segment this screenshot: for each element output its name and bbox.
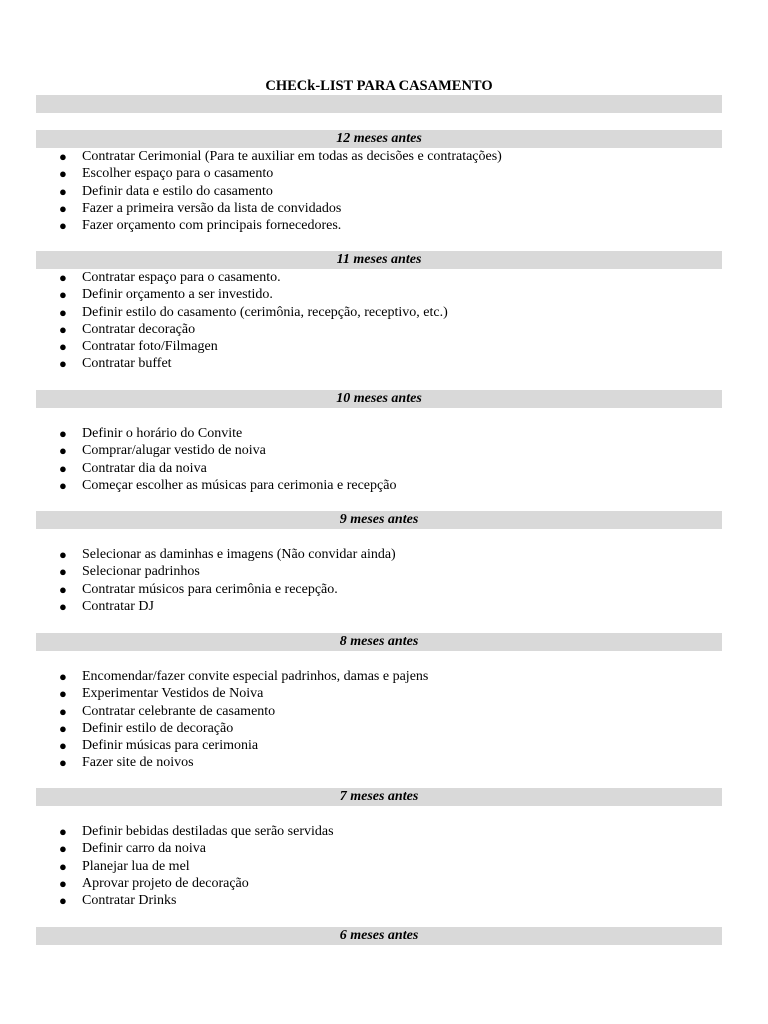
list-item: ● Contratar DJ <box>59 598 154 614</box>
list-item: ● Escolher espaço para o casamento <box>59 166 274 182</box>
bullet-icon: ● <box>59 443 67 459</box>
list-item: ● Encomendar/fazer convite especial padrinhos, damas e pajens <box>59 669 429 684</box>
section-header: 7 meses antes <box>36 788 722 806</box>
bullet-icon: ● <box>59 477 67 493</box>
checklist <box>36 269 722 373</box>
bullet-icon: ● <box>59 755 67 771</box>
section-12-meses <box>36 130 722 234</box>
list-item: ● Definir o horário do Convite <box>59 426 243 441</box>
bullet-icon: ● <box>59 460 67 476</box>
bullet-icon: ● <box>59 875 67 891</box>
bullet-icon: ● <box>59 304 67 320</box>
checklist <box>36 425 722 494</box>
list-item: ● Contratar espaço para o casamento. <box>59 270 281 285</box>
bullet-icon: ● <box>59 703 67 719</box>
document-title: CHECk-LIST PARA CASAMENTO <box>265 78 493 94</box>
bullet-icon: ● <box>59 824 67 839</box>
checklist <box>36 668 722 772</box>
bullet-icon: ● <box>59 893 67 909</box>
list-item: ● Contratar dia da noiva <box>59 460 207 476</box>
bullet-icon: ● <box>59 200 67 216</box>
bullet-icon: ● <box>59 581 67 597</box>
list-item: ● Contratar celebrante de casamento <box>59 703 276 719</box>
list-item: ● Contratar decoração <box>59 321 196 337</box>
list-item: ● Selecionar as daminhas e imagens (Não convidar ainda) <box>59 547 396 562</box>
list-item: ● Aprovar projeto de decoração <box>59 875 249 891</box>
list-item: ● Contratar Cerimonial (Para te auxiliar em todas as decisões e contratações) <box>59 149 502 164</box>
list-item: ● Contratar Drinks <box>59 893 177 909</box>
list-item: ● Definir bebidas destiladas que serão servidas <box>59 824 334 839</box>
bullet-icon: ● <box>59 321 67 337</box>
bullet-icon: ● <box>59 564 67 580</box>
section-header: 9 meses antes <box>36 511 722 529</box>
list-item: ● Selecionar padrinhos <box>59 564 200 580</box>
checklist <box>36 823 722 909</box>
bullet-icon: ● <box>59 669 67 684</box>
list-item: ● Definir estilo do casamento (cerimônia, recepção, receptivo, etc.) <box>59 304 448 320</box>
list-item: ● Contratar foto/Filmagen <box>59 339 218 355</box>
list-item: ● Definir músicas para cerimonia <box>59 738 259 754</box>
list-item: ● Planejar lua de mel <box>59 858 190 874</box>
list-item: ● Definir carro da noiva <box>59 841 206 857</box>
bullet-icon: ● <box>59 356 67 372</box>
bullet-icon: ● <box>59 270 67 285</box>
list-item: ● Definir orçamento a ser investido. <box>59 287 273 303</box>
bullet-icon: ● <box>59 858 67 874</box>
bullet-icon: ● <box>59 287 67 303</box>
bullet-icon: ● <box>59 547 67 562</box>
bullet-icon: ● <box>59 183 67 199</box>
list-item: ● Começar escolher as músicas para cerimonia e recepção <box>59 477 397 493</box>
bullet-icon: ● <box>59 738 67 754</box>
list-item: ● Fazer a primeira versão da lista de convidados <box>59 200 342 216</box>
checklist <box>36 148 722 234</box>
section-10-meses <box>36 390 722 494</box>
bullet-icon: ● <box>59 720 67 736</box>
section-9-meses <box>36 511 722 615</box>
section-header: 11 meses antes <box>36 251 722 269</box>
bullet-icon: ● <box>59 426 67 441</box>
list-item: ● Fazer site de noivos <box>59 755 194 771</box>
bullet-icon: ● <box>59 166 67 182</box>
section-11-meses <box>36 251 722 373</box>
section-header: 6 meses antes <box>36 927 722 945</box>
section-7-meses <box>36 788 722 909</box>
section-header: 8 meses antes <box>36 633 722 651</box>
bullet-icon: ● <box>59 339 67 355</box>
bullet-icon: ● <box>59 218 67 234</box>
bullet-icon: ● <box>59 149 67 164</box>
section-header: 12 meses antes <box>36 130 722 148</box>
list-item: ● Experimentar Vestidos de Noiva <box>59 686 264 702</box>
title-shaded-bar <box>36 95 722 113</box>
list-item: ● Contratar buffet <box>59 356 172 372</box>
list-item: ● Definir data e estilo do casamento <box>59 183 273 199</box>
list-item: ● Contratar músicos para cerimônia e recepção. <box>59 581 338 597</box>
section-8-meses <box>36 633 722 772</box>
section-header: 10 meses antes <box>36 390 722 408</box>
list-item: ● Fazer orçamento com principais fornecedores. <box>59 218 342 234</box>
list-item: ● Definir estilo de decoração <box>59 720 234 736</box>
bullet-icon: ● <box>59 686 67 702</box>
section-6-meses <box>36 927 722 945</box>
bullet-icon: ● <box>59 841 67 857</box>
checklist <box>36 546 722 615</box>
bullet-icon: ● <box>59 598 67 614</box>
list-item: ● Comprar/alugar vestido de noiva <box>59 443 266 459</box>
